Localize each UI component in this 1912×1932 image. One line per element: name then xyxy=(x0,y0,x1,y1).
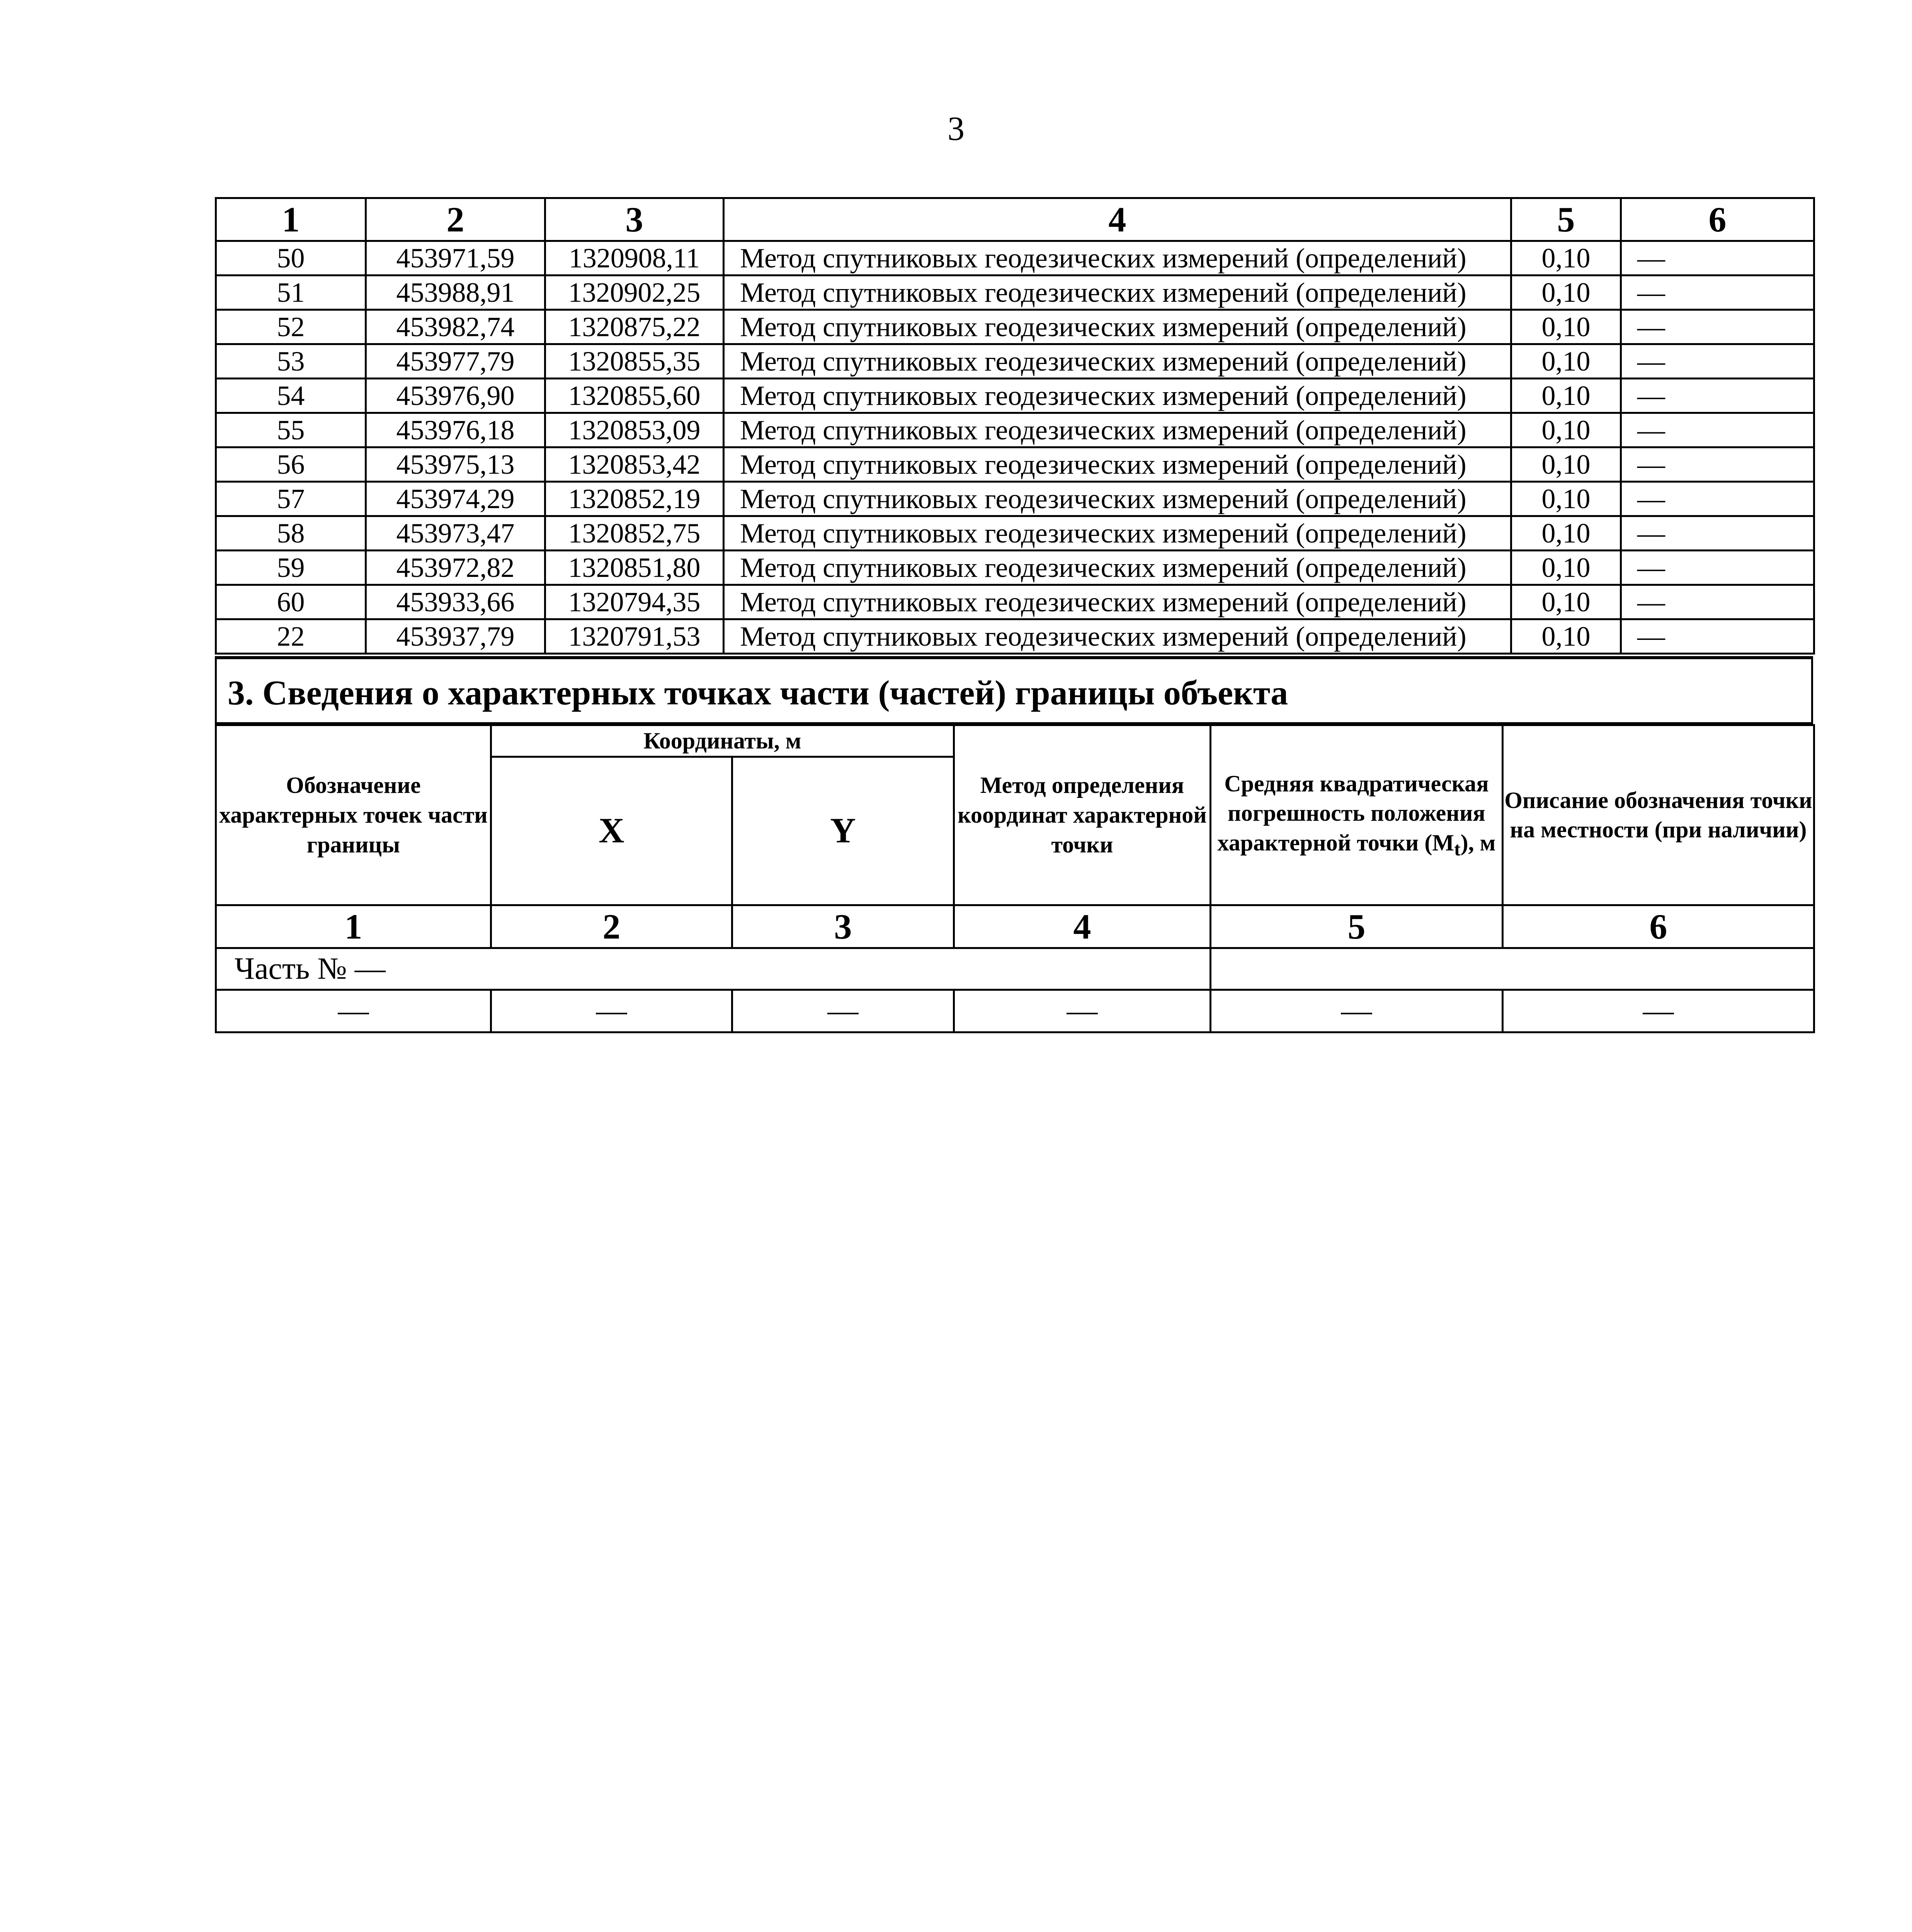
point-number: 57 xyxy=(216,482,366,516)
description-cell: — xyxy=(1621,585,1814,619)
page-number: 3 xyxy=(947,110,965,148)
parts-column-numbers-row xyxy=(216,905,1814,948)
table-row xyxy=(216,447,1814,482)
table-row xyxy=(216,516,1814,551)
col-number-4: 4 xyxy=(954,905,1211,948)
x-coordinate: 453982,74 xyxy=(366,310,545,344)
x-coordinate: 453976,90 xyxy=(366,379,545,413)
col-number-1: 1 xyxy=(216,905,491,948)
point-number: 56 xyxy=(216,447,366,482)
method-cell: Метод спутниковых геодезических измерений (определений) xyxy=(724,413,1511,447)
accuracy-cell: 0,10 xyxy=(1511,379,1621,413)
y-coordinate: 1320875,22 xyxy=(545,310,724,344)
header-designation: Обозначение характерных точек части границы xyxy=(216,725,491,905)
table-row xyxy=(216,276,1814,310)
y-coordinate: 1320853,42 xyxy=(545,447,724,482)
method-cell: Метод спутниковых геодезических измерений (определений) xyxy=(724,241,1511,276)
method-cell: Метод спутниковых геодезических измерений (определений) xyxy=(724,619,1511,654)
point-number: 51 xyxy=(216,276,366,310)
method-cell: Метод спутниковых геодезических измерений (определений) xyxy=(724,482,1511,516)
x-coordinate: 453975,13 xyxy=(366,447,545,482)
table-row xyxy=(216,241,1814,276)
method-cell: Метод спутниковых геодезических измерений (определений) xyxy=(724,516,1511,551)
part-label: Часть № — xyxy=(216,948,1211,990)
point-number: 53 xyxy=(216,344,366,379)
method-cell: Метод спутниковых геодезических измерений (определений) xyxy=(724,379,1511,413)
method-cell: Метод спутниковых геодезических измерений (определений) xyxy=(724,447,1511,482)
section-3-title: 3. Сведения о характерных точках части (частей) границы объекта xyxy=(215,656,1813,724)
header-col-4: 4 xyxy=(724,198,1511,241)
description-cell: — xyxy=(1621,551,1814,585)
empty-cell: — xyxy=(954,990,1211,1032)
table-row xyxy=(216,413,1814,447)
header-accuracy-subscript: t xyxy=(1454,838,1461,860)
table-row xyxy=(216,619,1814,654)
col-number-3: 3 xyxy=(732,905,954,948)
y-coordinate: 1320853,09 xyxy=(545,413,724,447)
col-number-2: 2 xyxy=(491,905,732,948)
y-coordinate: 1320852,19 xyxy=(545,482,724,516)
table-row xyxy=(216,310,1814,344)
header-col-2: 2 xyxy=(366,198,545,241)
y-coordinate: 1320908,11 xyxy=(545,241,724,276)
x-coordinate: 453937,79 xyxy=(366,619,545,654)
method-cell: Метод спутниковых геодезических измерений (определений) xyxy=(724,276,1511,310)
method-cell: Метод спутниковых геодезических измерений (определений) xyxy=(724,585,1511,619)
accuracy-cell: 0,10 xyxy=(1511,344,1621,379)
accuracy-cell: 0,10 xyxy=(1511,482,1621,516)
point-number: 60 xyxy=(216,585,366,619)
x-coordinate: 453972,82 xyxy=(366,551,545,585)
header-col-1: 1 xyxy=(216,198,366,241)
header-coordinates: Координаты, м xyxy=(491,725,954,757)
table-row xyxy=(216,379,1814,413)
header-description: Описание обозначения точки на местности (при наличии) xyxy=(1503,725,1814,905)
empty-cell: — xyxy=(1503,990,1814,1032)
accuracy-cell: 0,10 xyxy=(1511,585,1621,619)
point-number: 54 xyxy=(216,379,366,413)
y-coordinate: 1320855,60 xyxy=(545,379,724,413)
description-cell: — xyxy=(1621,619,1814,654)
description-cell: — xyxy=(1621,276,1814,310)
col-number-5: 5 xyxy=(1211,905,1503,948)
description-cell: — xyxy=(1621,482,1814,516)
y-coordinate: 1320794,35 xyxy=(545,585,724,619)
x-coordinate: 453976,18 xyxy=(366,413,545,447)
x-coordinate: 453973,47 xyxy=(366,516,545,551)
empty-cell: — xyxy=(491,990,732,1032)
header-accuracy-main: Средняя квадратическая погрешность положения характерной точки (M xyxy=(1217,770,1489,856)
part-label-row xyxy=(216,948,1814,990)
header-y: Y xyxy=(732,757,954,905)
y-coordinate: 1320902,25 xyxy=(545,276,724,310)
point-number: 50 xyxy=(216,241,366,276)
method-cell: Метод спутниковых геодезических измерений (определений) xyxy=(724,310,1511,344)
coordinates-table xyxy=(215,197,1815,655)
accuracy-cell: 0,10 xyxy=(1511,276,1621,310)
accuracy-cell: 0,10 xyxy=(1511,551,1621,585)
accuracy-cell: 0,10 xyxy=(1511,241,1621,276)
header-x: X xyxy=(491,757,732,905)
point-number: 52 xyxy=(216,310,366,344)
description-cell: — xyxy=(1621,241,1814,276)
point-number: 59 xyxy=(216,551,366,585)
point-number: 58 xyxy=(216,516,366,551)
x-coordinate: 453971,59 xyxy=(366,241,545,276)
point-number: 55 xyxy=(216,413,366,447)
accuracy-cell: 0,10 xyxy=(1511,516,1621,551)
description-cell: — xyxy=(1621,516,1814,551)
x-coordinate: 453974,29 xyxy=(366,482,545,516)
table-row xyxy=(216,344,1814,379)
description-cell: — xyxy=(1621,310,1814,344)
table-row xyxy=(216,551,1814,585)
description-cell: — xyxy=(1621,379,1814,413)
header-method: Метод определения координат характерной точки xyxy=(954,725,1211,905)
y-coordinate: 1320852,75 xyxy=(545,516,724,551)
y-coordinate: 1320791,53 xyxy=(545,619,724,654)
part-label-empty xyxy=(1211,948,1814,990)
y-coordinate: 1320855,35 xyxy=(545,344,724,379)
header-col-6: 6 xyxy=(1621,198,1814,241)
method-cell: Метод спутниковых геодезических измерений (определений) xyxy=(724,551,1511,585)
x-coordinate: 453977,79 xyxy=(366,344,545,379)
parts-header-row xyxy=(216,725,1814,757)
x-coordinate: 453988,91 xyxy=(366,276,545,310)
accuracy-cell: 0,10 xyxy=(1511,619,1621,654)
description-cell: — xyxy=(1621,413,1814,447)
table-row xyxy=(216,990,1814,1032)
header-accuracy-tail: ), м xyxy=(1460,830,1496,856)
coordinates-header-row xyxy=(216,198,1814,241)
table-row xyxy=(216,585,1814,619)
boundary-parts-table xyxy=(215,724,1815,1033)
table-row xyxy=(216,482,1814,516)
accuracy-cell: 0,10 xyxy=(1511,447,1621,482)
header-accuracy xyxy=(1211,725,1503,905)
header-col-5: 5 xyxy=(1511,198,1621,241)
y-coordinate: 1320851,80 xyxy=(545,551,724,585)
col-number-6: 6 xyxy=(1503,905,1814,948)
method-cell: Метод спутниковых геодезических измерений (определений) xyxy=(724,344,1511,379)
x-coordinate: 453933,66 xyxy=(366,585,545,619)
accuracy-cell: 0,10 xyxy=(1511,413,1621,447)
accuracy-cell: 0,10 xyxy=(1511,310,1621,344)
empty-cell: — xyxy=(216,990,491,1032)
empty-cell: — xyxy=(732,990,954,1032)
point-number: 22 xyxy=(216,619,366,654)
description-cell: — xyxy=(1621,344,1814,379)
description-cell: — xyxy=(1621,447,1814,482)
header-col-3: 3 xyxy=(545,198,724,241)
empty-cell: — xyxy=(1211,990,1503,1032)
